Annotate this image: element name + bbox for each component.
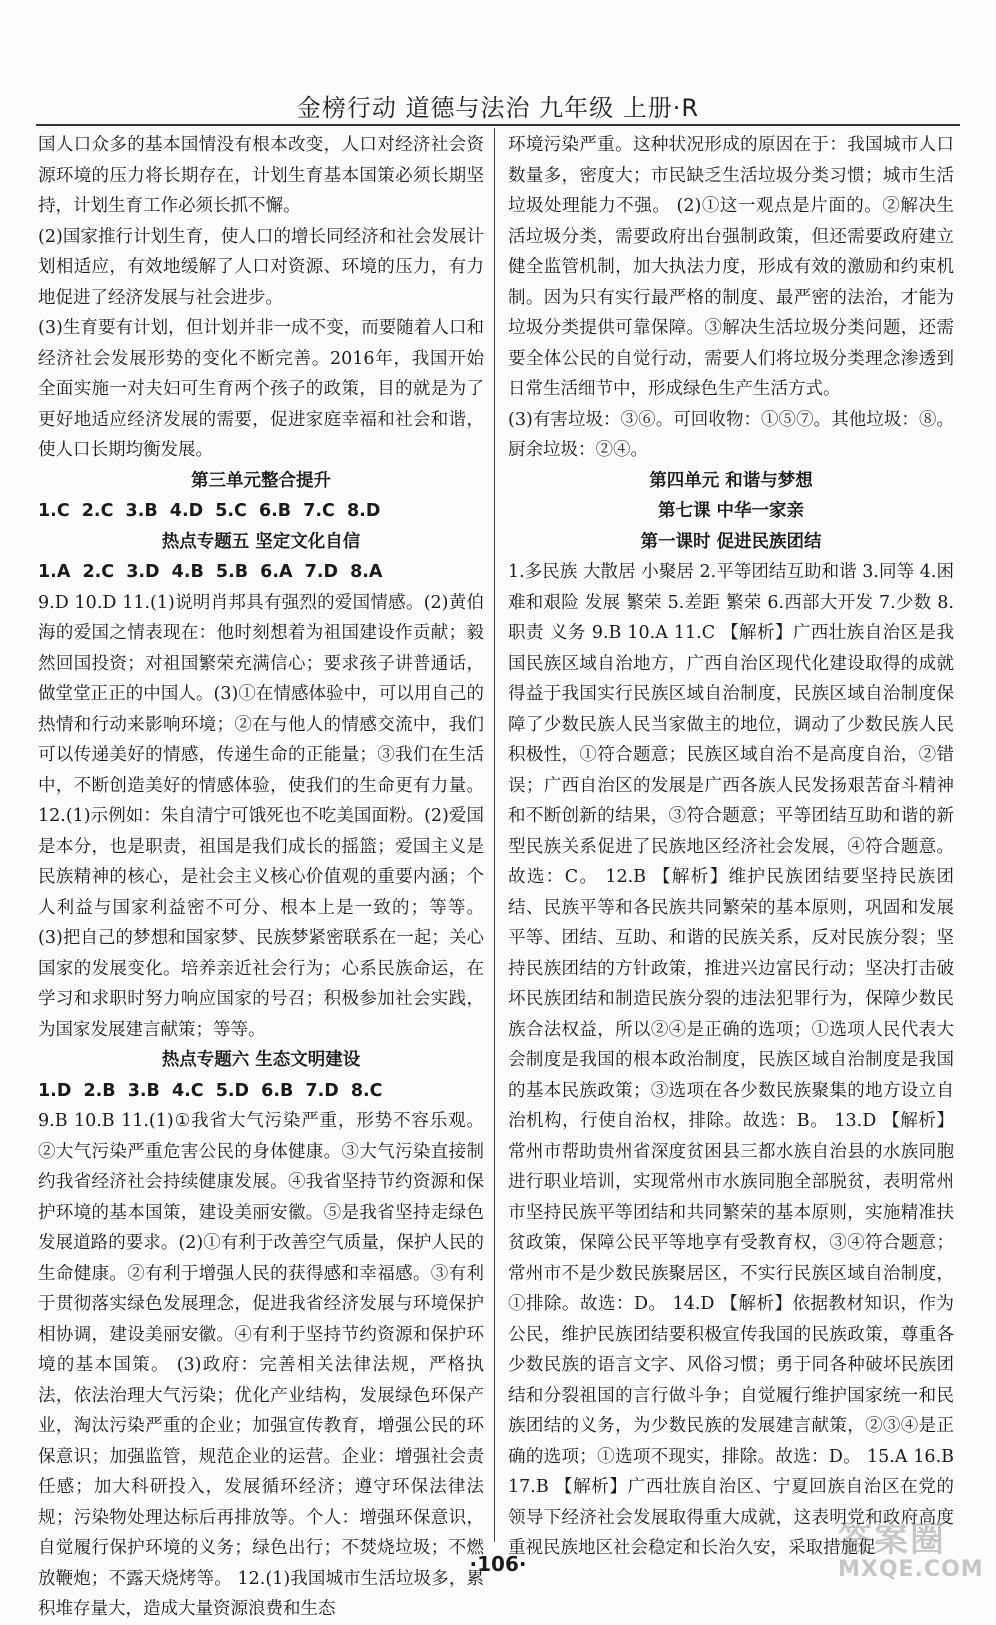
right-column xyxy=(508,130,954,1564)
answer-line: 1.A 2.C 3.D 4.B 5.B 6.A 7.D 8.A xyxy=(38,562,383,582)
paragraph: 1.多民族 大散居 小聚居 2.平等团结互助和谐 3.同等 4.困难和艰险 发展 繁荣 5.差距 繁荣 6.西部大开发 7.少数 8.职责 义务 9.B 10.A 11.C 【解析】广西壮族自治区是我国民族区域自治地方，广西自治区现代化建设取得的成就得益于我国实行民族区域自治制度，民族区域自治制度保障了少数民族人民当家做主的地位，调动了少数民族人民积极性，①符合题意；民族区域自治不是高度自治，②错误；广西自治区的发展是广西各族人民发扬艰苦奋斗精神和不断创新的结果，③符合题意；平等团结互助和谐的新型民族关系促进了民族地区经济社会发展，④符合题意。故选：C。 12.B 【解析】维护民族团结要坚持民族团结、民族平等和各民族共同繁荣的基本原则，巩固和发展平等、团结、互助、和谐的民族关系，反对民族分裂；坚持民族团结的方针政策，推进兴边富民行动；坚决打击破坏民族团结和制造民族分裂的违法犯罪行为，保障少数民族合法权益，所以②④是正确的选项；①选项人民代表大会制度是我国的根本政治制度，民族区域自治制度是我国的基本民族政策；③选项在各少数民族聚集的地方设立自治机构，行使自治权，排除。故选：B。 13.D 【解析】常州市帮助贵州省深度贫困县三都水族自治县的水族同胞进行职业培训，实现常州市水族同胞全部脱贫，表明常州市坚持民族平等团结和共同繁荣的基本原则，实施精准扶贫政策，保障公民平等地享有受教育权，③④符合题意；常州市不是少数民族聚居区，不实行民族区域自治制度，①排除。故选：D。 14.D 【解析】依据教材知识，作为公民，维护民族团结要积极宣传我国的民族政策，尊重各少数民族的语言文字、风俗习惯；勇于同各种破坏民族团结和分裂祖国的言行做斗争；自觉履行维护国家统一和民族团结的义务，为少数民族的发展建言献策，②③④是正确的选项；①选项不现实，排除。故选：D。 15.A 16.B 17.B 【解析】广西壮族自治区、宁夏回族自治区在党的领导下经济社会发展取得重大成就，这表明党和政府高度重视民族地区社会稳定和长治久安，采取措施促 xyxy=(508,562,954,1558)
header-rule xyxy=(36,124,960,126)
watermark-text: 答案圈 xyxy=(838,1520,946,1560)
watermark-logo xyxy=(838,1512,984,1582)
paragraph: (2)国家推行计划生育，使人口的增长同经济和社会发展计划相适应，有效地缓解了人口对资源、环境的压力，有力地促进了经济发展与社会进步。 xyxy=(38,226,484,308)
page-header: 金榜行动 道德与法治 九年级 上册·R xyxy=(296,94,700,122)
paragraph: (3)有害垃圾：③⑥。可回收物：①⑤⑦。其他垃圾：⑧。厨余垃圾：②④。 xyxy=(508,409,954,460)
paragraph: 国人口众多的基本国情没有根本改变，人口对经济社会资源环境的压力将长期存在，计划生育基本国策必须长期坚持，计划生育工作必须长抓不懈。 xyxy=(38,135,484,216)
section-heading: 热点专题五 坚定文化自信 xyxy=(161,531,361,552)
section-heading: 热点专题六 生态文明建设 xyxy=(161,1050,361,1070)
left-column xyxy=(38,130,484,1625)
answer-line: 1.C 2.C 3.B 4.D 5.C 6.B 7.C 8.D xyxy=(38,501,381,521)
column-divider xyxy=(494,128,495,1542)
page-number: ·106· xyxy=(469,1552,527,1576)
paragraph: (3)生育要有计划，但计划并非一成不变，而要随着人口和经济社会发展形势的变化不断完善。2016年，我国开始全面实施一对夫妇可生育两个孩子的政策，目的就是为了更好地适应经济发展的需要，促进家庭幸福和社会和谐，使人口长期均衡发展。 xyxy=(38,318,484,460)
section-heading: 第四单元 和谐与梦想 xyxy=(649,470,813,491)
paragraph: 9.D 10.D 11.(1)说明肖邦具有强烈的爱国情感。(2)黄伯海的爱国之情表现在：他时刻想着为祖国建设作贡献；毅然回国投资；对祖国繁荣充满信心；要求孩子讲普通话，做堂堂正正的中国人。(3)①在情感体验中，可以用自己的热情和行动来影响环境；②在与他人的情感交流中，我们可以传递美好的情感，传递生命的正能量；③我们在生活中，不断创造美好的情感体验，使我们的生命更有力量。 12.(1)示例如：朱自清宁可饿死也不吃美国面粉。(2)爱国是本分，也是职责，祖国是我们成长的摇篮；爱国主义是民族精神的核心，是社会主义核心价值观的重要内涵；个人利益与国家利益密不可分、根本上是一致的；等等。 (3)把自己的梦想和国家梦、民族梦紧密联系在一起；关心国家的发展变化。培养亲近社会行为；心系民族命运，在学习和求职时努力响应国家的号召；积极参加社会实践，为国家发展建言献策；等等。 xyxy=(38,592,484,1040)
paragraph: 9.B 10.B 11.(1)①我省大气污染严重，形势不容乐观。②大气污染严重危害公民的身体健康。③大气污染直接制约我省经济社会持续健康发展。④我省坚持节约资源和保护环境的基本国策，建设美丽安徽。⑤是我省坚持走绿色发展道路的要求。(2)①有利于改善空气质量，保护人民的生命健康。②有利于增强人民的获得感和幸福感。③有利于贯彻落实绿色发展理念，促进我省经济发展与环境保护相协调，建设美丽安徽。④有利于坚持节约资源和保护环境的基本国策。 (3)政府：完善相关法律法规，严格执法，依法治理大气污染；优化产业结构，发展绿色环保产业，淘汰污染严重的企业；加强宣传教育，增强公民的环保意识；加强监管，规范企业的运营。企业：增强社会责任感；加大科研投入，发展循环经济；遵守环保法律法规；污染物处理达标后再排放等。个人：增强环保意识，自觉履行保护环境的义务；绿色出行；不焚烧垃圾；不燃放鞭炮；不露天烧烤等。 12.(1)我国城市生活垃圾多，累积堆存量大，造成大量资源浪费和生态 xyxy=(38,1111,484,1619)
answer-line: 1.D 2.B 3.B 4.C 5.D 6.B 7.D 8.C xyxy=(38,1080,383,1101)
watermark-url: MXQE.COM xyxy=(838,1557,984,1582)
section-heading: 第七课 中华一家亲 xyxy=(657,501,805,521)
section-heading: 第一课时 促进民族团结 xyxy=(640,531,822,552)
section-heading: 第三单元整合提升 xyxy=(191,470,331,491)
paragraph: 环境污染严重。这种状况形成的原因在于：我国城市人口数量多，密度大；市民缺乏生活垃圾分类习惯；城市生活垃圾处理能力不强。 (2)①这一观点是片面的。②解决生活垃圾分类，需要政府出台强制政策，但还需要政府建立健全监管机制，加大执法力度，形成有效的激励和约束机制。因为只有实行最严格的制度、最严密的法治，才能为垃圾分类提供可靠保障。③解决生活垃圾分类问题，还需要全体公民的自觉行动，需要人们将垃圾分类理念渗透到日常生活细节中，形成绿色生产生活方式。 xyxy=(508,135,954,399)
